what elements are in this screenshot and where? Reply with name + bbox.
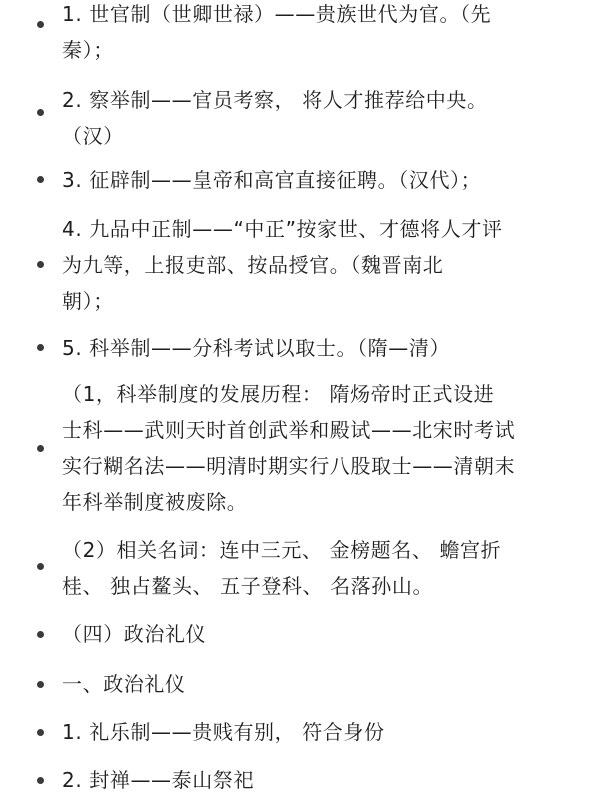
item-6-line-3: 实行糊名法——明清时期实行八股取士——清朝末 [62,454,516,478]
item-7-line-2: 桂、 独占鳌头、 五子登科、 名落孙山。 [62,574,434,598]
item-4-line-1: 4. 九品中正制——“中正”按家世、才德将人才评 [62,217,503,241]
item-6-line-1: （1，科举制度的发展历程： 隋炀帝时正式设进 [62,382,495,406]
bullet-2 [37,109,44,116]
list-item-1 [62,0,562,68]
bullet-1 [37,21,44,28]
item-6-line-2: 士科——武则天时首创武举和殿试——北宋时考试 [62,418,516,442]
item-1-line-2: 秦）； [62,38,114,62]
item-7-line-1: （2）相关名词：连中三元、 金榜题名、 蟾宫折 [62,538,502,562]
bullet-5 [37,344,44,351]
bullet-6 [37,445,44,452]
item-1-line-1: 1. 世官制（世卿世禄）——贵族世代为官。（先 [62,2,492,26]
bullet-9 [37,681,44,688]
bullet-7 [37,563,44,570]
bullet-4 [37,261,44,268]
item-11-line-1: 2. 封禅——泰山祭祀 [62,768,255,792]
item-8-line-1: （四）政治礼仪 [62,622,207,646]
list-item-2 [62,82,562,154]
list-item-11 [62,762,562,798]
list-item-9 [62,666,562,702]
list-item-6 [62,376,562,520]
list-item-4 [62,211,562,319]
list-item-5 [62,330,562,366]
list-item-8 [62,616,562,652]
bullet-3 [37,176,44,183]
item-4-line-3: 朝）； [62,289,114,313]
bullet-10 [37,729,44,736]
item-5-line-1: 5. 科举制——分科考试以取士。（隋—清） [62,336,451,360]
bullet-8 [37,631,44,638]
list-item-3 [62,162,562,198]
item-9-line-1: 一、政治礼仪 [62,672,186,696]
item-4-line-2: 为九等，上报吏部、按品授官。（魏晋南北 [62,253,444,277]
bullet-11 [37,777,44,784]
list-item-7 [62,532,562,604]
item-2-line-1: 2. 察举制——官员考察， 将人才推荐给中央。 [62,88,488,112]
item-10-line-1: 1. 礼乐制——贵贱有别， 符合身份 [62,720,385,744]
item-6-line-4: 年科举制度被废除。 [62,490,248,514]
item-3-line-1: 3. 征辟制——皇帝和高官直接征聘。（汉代）； [62,168,482,192]
list-item-10 [62,714,562,750]
item-2-line-2: （汉） [62,124,124,148]
